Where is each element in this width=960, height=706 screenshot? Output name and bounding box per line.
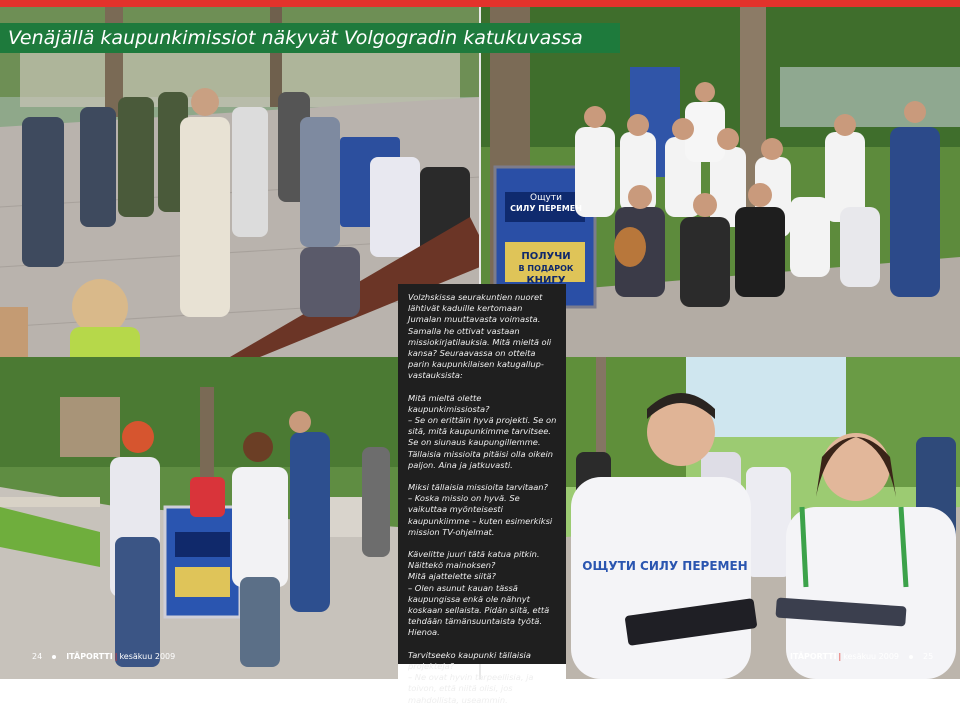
poster-line-2: СИЛУ ПЕРЕМЕН bbox=[510, 204, 582, 213]
article-qa-3: Kävelitte juuri tätä katua pitkin. Näittekö mainoksen? Mitä ajattelette siitä? – Olen asunut kauan tässä kaupungissa enkä ole nähnyt koskaan sellaista. Pidän siitä, että tehdään tämänsuuntaista työtä. Hienoa. bbox=[408, 549, 550, 638]
footer-separator: | bbox=[838, 652, 842, 661]
page-number-right: 25 bbox=[923, 652, 934, 661]
poster-graphic bbox=[496, 187, 596, 299]
footer-dot bbox=[909, 655, 913, 659]
footer-left bbox=[32, 652, 175, 661]
magazine-name-right: ITÄPORTTI bbox=[790, 652, 837, 661]
photo-youth-reading bbox=[566, 357, 960, 679]
article-qa-4: Tarvitseeko kaupunki tällaisia projekteja? – Ne ovat hyvin tarpeellisia, ja toivon, että niitä olisi, jos mahdollista, useammin. bbox=[408, 649, 534, 705]
photo-girls-with-poster bbox=[0, 357, 398, 679]
poster-line-1: Ощути bbox=[530, 193, 562, 203]
top-accent-bar bbox=[0, 0, 960, 7]
footer-separator: | bbox=[114, 652, 118, 661]
article-qa-2: Miksi tällaisia missioita tarvitaan? – Koska missio on hyvä. Se vaikuttaa myönteisesti kaupunkiimme – kuten esimerkiksi mission TV-ohjelmat. bbox=[408, 482, 553, 537]
poster-line-5: КНИГУ bbox=[526, 275, 566, 286]
magazine-name-left: ITÄPORTTI bbox=[66, 652, 113, 661]
page-number-left: 24 bbox=[32, 652, 43, 661]
footer-right bbox=[790, 652, 933, 661]
page-headline: Venäjällä kaupunkimissiot näkyvät Volgogradin katukuvassa bbox=[0, 23, 620, 53]
shirt-graphic bbox=[580, 552, 750, 580]
article-textbox bbox=[398, 284, 566, 705]
shirt-text: ОЩУТИ СИЛУ ПЕРЕМЕН bbox=[582, 559, 748, 573]
issue-right: kesäkuu 2009 bbox=[843, 652, 900, 661]
footer-dot bbox=[52, 655, 56, 659]
issue-left: kesäkuu 2009 bbox=[119, 652, 176, 661]
article-intro: Volzhskissa seurakuntien nuoret lähtivät kaduille kertomaan Jumalan muuttavasta voimasta. Samalla he ottivat vastaan missiokirjatilauksia. Mitä mieltä oli kansa? Seuraavassa on otteita parin kaupunkilaisen katugallup-vastauksista: bbox=[408, 292, 552, 381]
article-qa-1: Mitä mieltä olette kaupunkimissiosta? – Se on erittäin hyvä projekti. Se on sitä, mitä kaupunkimme tarvitsee. Se on siunaus kaupungillemme. Tällaisia missioita pitäisi olla oikein paljon. Aina ja jatkuvasti. bbox=[408, 392, 557, 470]
poster-line-3: ПОЛУЧИ bbox=[521, 251, 571, 262]
poster-line-4: В ПОДАРОК bbox=[518, 264, 574, 273]
